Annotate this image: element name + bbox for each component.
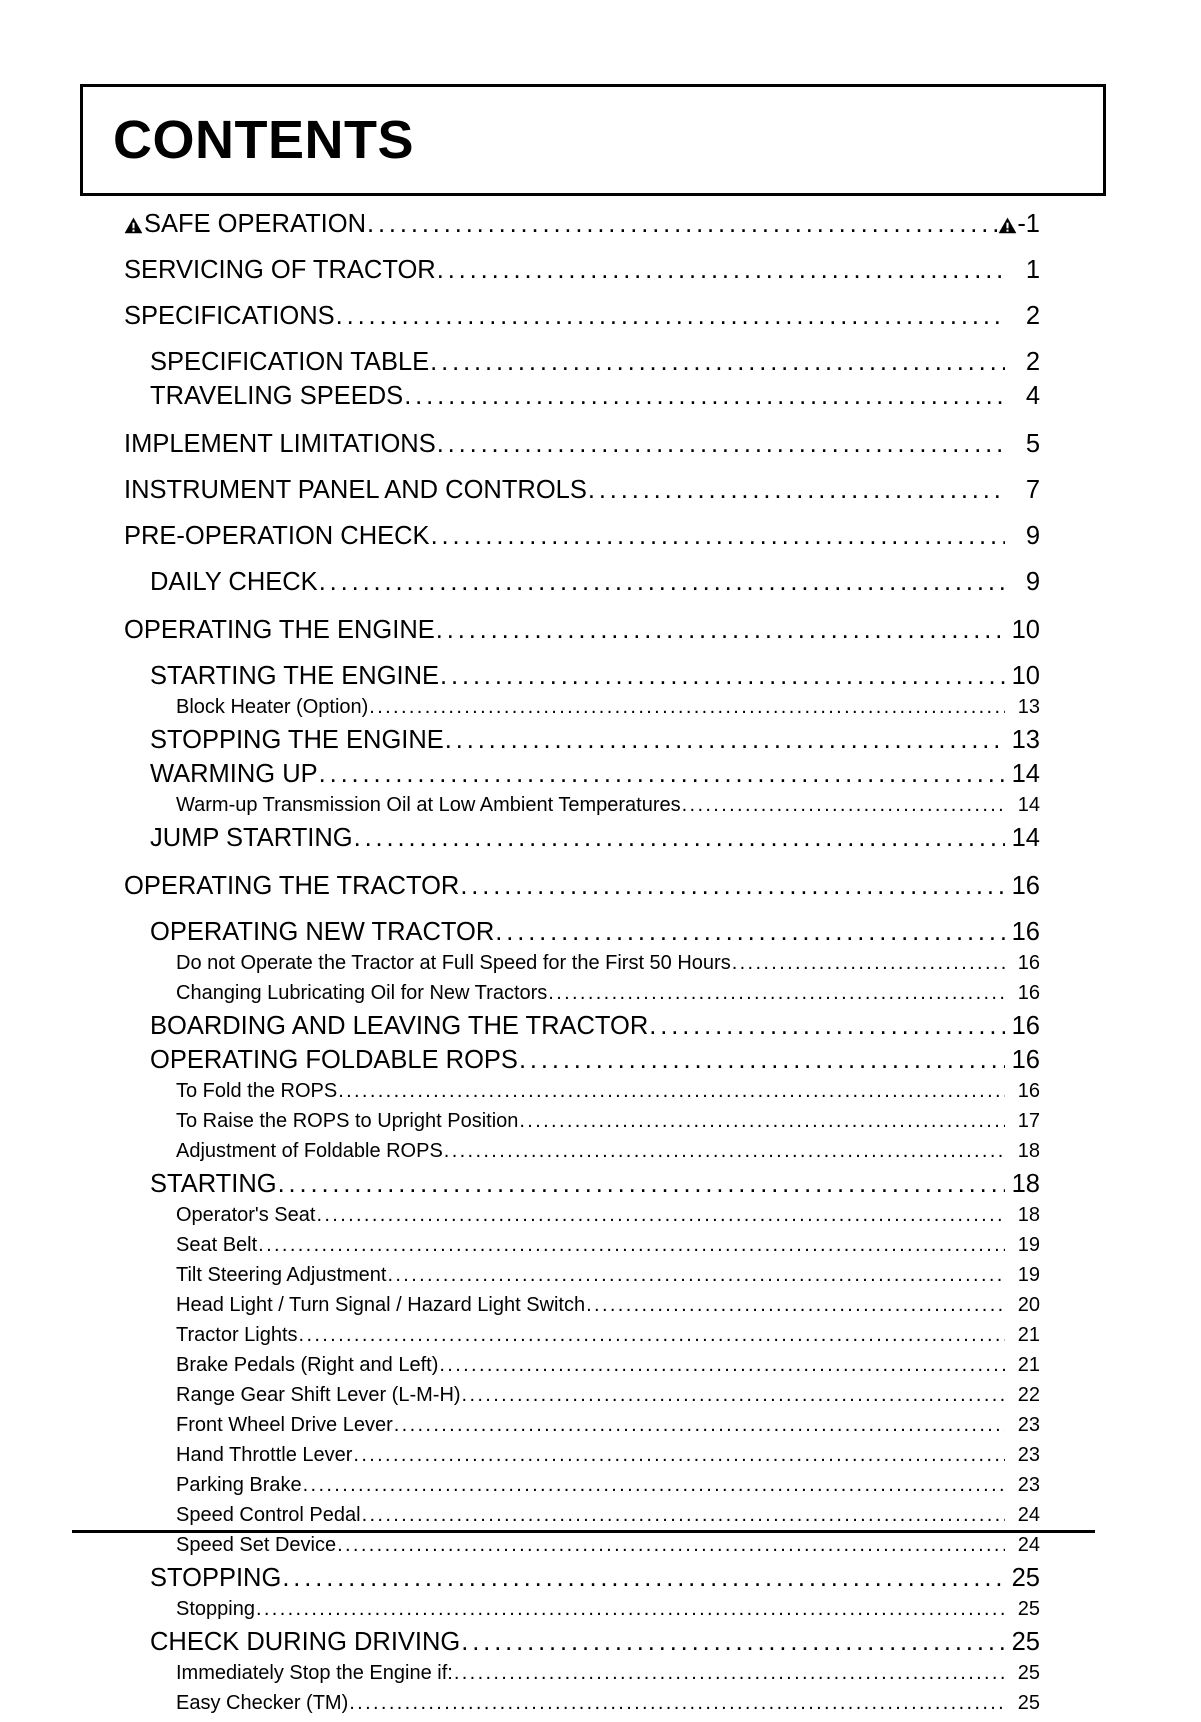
toc-entry[interactable] <box>124 302 1040 348</box>
toc-entry-label: STOPPING <box>150 1564 282 1592</box>
toc-page-number: 18 <box>1011 1170 1040 1198</box>
toc-entry-label: TRAVELING SPEEDS <box>150 382 404 410</box>
toc-entry-label: Tilt Steering Adjustment <box>176 1264 387 1286</box>
toc-entry[interactable] <box>124 1294 1040 1324</box>
toc-entry[interactable] <box>124 1204 1040 1234</box>
toc-entry[interactable] <box>124 1046 1040 1080</box>
toc-entry[interactable] <box>124 1080 1040 1110</box>
toc-entry-label: OPERATING FOLDABLE ROPS <box>150 1046 518 1074</box>
toc-leader-dots <box>387 1264 1005 1287</box>
toc-leader-dots <box>440 662 1005 691</box>
toc-leader-dots <box>256 1598 1005 1621</box>
toc-entry-label: Operator's Seat <box>176 1204 316 1226</box>
toc-leader-dots <box>519 1046 1005 1075</box>
toc-leader-dots <box>394 1414 1005 1437</box>
toc-page-number: 19 <box>1017 1234 1040 1256</box>
toc-entry-label: Warm-up Transmission Oil at Low Ambient Temperatures <box>176 794 681 816</box>
toc-page-number: 16 <box>1017 952 1040 974</box>
toc-entry[interactable] <box>124 1564 1040 1598</box>
toc-entry[interactable] <box>124 1598 1040 1628</box>
toc-entry[interactable] <box>124 568 1040 602</box>
toc-entry[interactable] <box>124 696 1040 726</box>
toc-page-number: 9 <box>1025 568 1040 596</box>
toc-page-number: 13 <box>1017 696 1040 718</box>
toc-page-number: 25 <box>1017 1598 1040 1620</box>
toc-page-number: 16 <box>1011 1046 1040 1074</box>
toc-entry-label: Tractor Lights <box>176 1324 298 1346</box>
toc-leader-dots <box>319 760 1005 789</box>
toc-page-number: 19 <box>1017 1264 1040 1286</box>
toc-entry[interactable] <box>124 1474 1040 1504</box>
toc-entry[interactable] <box>124 1324 1040 1354</box>
toc-entry[interactable] <box>124 476 1040 522</box>
toc-leader-dots <box>367 210 997 239</box>
toc-page-number: 24 <box>1017 1504 1040 1526</box>
toc-entry-label: Adjustment of Foldable ROPS <box>176 1140 443 1162</box>
toc-leader-dots <box>732 952 1005 975</box>
toc-page-number: 23 <box>1017 1474 1040 1496</box>
toc-entry[interactable] <box>124 1354 1040 1384</box>
toc-entry[interactable] <box>124 1110 1040 1140</box>
toc-entry[interactable] <box>124 982 1040 1012</box>
toc-leader-dots <box>439 1354 1005 1377</box>
toc-entry-label: Range Gear Shift Lever (L-M-H) <box>176 1384 461 1406</box>
toc-page-number: 2 <box>1025 348 1040 376</box>
toc-page-number: 23 <box>1017 1444 1040 1466</box>
toc-entry[interactable] <box>124 662 1040 696</box>
toc-entry[interactable] <box>124 872 1040 918</box>
toc-page-number: 16 <box>1017 1080 1040 1102</box>
toc-leader-dots <box>682 794 1005 817</box>
toc-entry-label: Stopping <box>176 1598 255 1620</box>
toc-page-number: 14 <box>1017 794 1040 816</box>
warning-triangle-icon <box>998 217 1017 234</box>
toc-leader-dots <box>436 616 1005 645</box>
toc-entry-label: OPERATING THE TRACTOR <box>124 872 460 900</box>
toc-entry-label: Seat Belt <box>176 1234 258 1256</box>
toc-page-number: 21 <box>1017 1354 1040 1376</box>
toc-entry-label: Do not Operate the Tractor at Full Speed for the First 50 Hours <box>176 952 731 974</box>
toc-page-number: 16 <box>1011 1012 1040 1040</box>
toc-entry-label: SERVICING OF TRACTOR <box>124 256 436 284</box>
toc-entry-label: Front Wheel Drive Lever <box>176 1414 393 1436</box>
toc-page-number: 18 <box>1017 1140 1040 1162</box>
toc-entry-text: SAFE OPERATION <box>144 210 366 238</box>
toc-entry-label: Speed Set Device <box>176 1534 337 1556</box>
toc-entry[interactable] <box>124 1384 1040 1414</box>
toc-entry[interactable] <box>124 210 1040 256</box>
toc-entry[interactable] <box>124 1444 1040 1474</box>
toc-entry[interactable] <box>124 794 1040 824</box>
toc-entry-label: SPECIFICATIONS <box>124 302 335 330</box>
toc-page-number: 16 <box>1017 982 1040 1004</box>
table-of-contents <box>0 210 1201 1722</box>
toc-leader-dots <box>319 568 1005 597</box>
toc-entry-label <box>124 210 366 239</box>
toc-entry[interactable] <box>124 256 1040 302</box>
toc-leader-dots <box>258 1234 1005 1257</box>
toc-entry[interactable] <box>124 348 1040 382</box>
toc-page-number: 25 <box>1011 1628 1040 1656</box>
contents-title-box <box>80 84 1106 196</box>
toc-entry-label: To Fold the ROPS <box>176 1080 338 1102</box>
toc-page-number: 10 <box>1011 616 1040 644</box>
toc-entry-label: Head Light / Turn Signal / Hazard Light Switch <box>176 1294 586 1316</box>
toc-leader-dots <box>588 476 1005 505</box>
toc-entry-label: BOARDING AND LEAVING THE TRACTOR <box>150 1012 649 1040</box>
toc-entry[interactable] <box>124 1264 1040 1294</box>
toc-leader-dots <box>362 1504 1005 1527</box>
toc-entry[interactable] <box>124 726 1040 760</box>
toc-page-number <box>998 210 1040 239</box>
toc-entry[interactable] <box>124 616 1040 662</box>
toc-page-number: 7 <box>1025 476 1040 504</box>
toc-entry-label: SPECIFICATION TABLE <box>150 348 430 376</box>
toc-leader-dots <box>586 1294 1005 1317</box>
toc-page-number: 17 <box>1017 1110 1040 1132</box>
toc-leader-dots <box>354 824 1005 853</box>
toc-entry[interactable] <box>124 1662 1040 1692</box>
toc-entry-label: WARMING UP <box>150 760 318 788</box>
toc-page-number: 23 <box>1017 1414 1040 1436</box>
toc-entry-label: STARTING <box>150 1170 277 1198</box>
toc-entry-label: INSTRUMENT PANEL AND CONTROLS <box>124 476 587 504</box>
toc-leader-dots <box>349 1692 1005 1715</box>
toc-leader-dots <box>461 1628 1005 1657</box>
toc-leader-dots <box>278 1170 1005 1199</box>
toc-leader-dots <box>437 430 1005 459</box>
warning-triangle-icon <box>124 217 143 234</box>
toc-page-number: 14 <box>1011 824 1040 852</box>
toc-entry-label: JUMP STARTING <box>150 824 353 852</box>
toc-leader-dots <box>337 1534 1005 1557</box>
toc-leader-dots <box>303 1474 1005 1497</box>
toc-entry[interactable] <box>124 918 1040 952</box>
toc-leader-dots <box>338 1080 1005 1103</box>
toc-page-number: 25 <box>1017 1662 1040 1684</box>
toc-entry[interactable] <box>124 1628 1040 1662</box>
toc-entry[interactable] <box>124 1170 1040 1204</box>
toc-page-number: 25 <box>1017 1692 1040 1714</box>
toc-page-number: 21 <box>1017 1324 1040 1346</box>
toc-entry[interactable] <box>124 522 1040 568</box>
toc-entry[interactable] <box>124 824 1040 858</box>
toc-entry[interactable] <box>124 1140 1040 1170</box>
toc-leader-dots <box>495 918 1005 947</box>
toc-leader-dots <box>460 872 1005 901</box>
toc-page-number: 18 <box>1017 1204 1040 1226</box>
toc-page-number: 9 <box>1025 522 1040 550</box>
page-title: CONTENTS <box>113 110 414 170</box>
toc-page-number: 22 <box>1017 1384 1040 1406</box>
toc-leader-dots <box>299 1324 1005 1347</box>
toc-page-number: 25 <box>1011 1564 1040 1592</box>
toc-page-number: 14 <box>1011 760 1040 788</box>
footer-divider <box>72 1530 1095 1533</box>
toc-leader-dots <box>454 1662 1005 1685</box>
toc-entry-label: STARTING THE ENGINE <box>150 662 440 690</box>
toc-leader-dots <box>404 382 1005 411</box>
toc-leader-dots <box>462 1384 1005 1407</box>
toc-leader-dots <box>336 302 1005 331</box>
toc-page-number: 24 <box>1017 1534 1040 1556</box>
toc-entry[interactable] <box>124 1012 1040 1046</box>
toc-leader-dots <box>519 1110 1005 1133</box>
toc-entry-label: STOPPING THE ENGINE <box>150 726 444 754</box>
toc-page-number: 2 <box>1025 302 1040 330</box>
toc-entry-label: Easy Checker (TM) <box>176 1692 349 1714</box>
toc-page-number: 16 <box>1011 872 1040 900</box>
toc-entry[interactable] <box>124 430 1040 476</box>
toc-entry[interactable] <box>124 1534 1040 1564</box>
toc-entry-label: Hand Throttle Lever <box>176 1444 353 1466</box>
toc-entry-label: OPERATING THE ENGINE <box>124 616 435 644</box>
toc-page-number: 5 <box>1025 430 1040 458</box>
toc-leader-dots <box>353 1444 1005 1467</box>
toc-page-number: 4 <box>1025 382 1040 410</box>
toc-entry-label: CHECK DURING DRIVING <box>150 1628 461 1656</box>
toc-leader-dots <box>548 982 1005 1005</box>
toc-entry-label: Parking Brake <box>176 1474 302 1496</box>
toc-leader-dots <box>431 522 1005 551</box>
toc-page-number: 13 <box>1011 726 1040 754</box>
toc-leader-dots <box>445 726 1005 755</box>
toc-entry-label: Immediately Stop the Engine if: <box>176 1662 453 1684</box>
toc-entry-label: Block Heater (Option) <box>176 696 369 718</box>
toc-page-number: 16 <box>1011 918 1040 946</box>
toc-leader-dots <box>444 1140 1005 1163</box>
toc-entry[interactable] <box>124 1692 1040 1722</box>
toc-entry-label: Changing Lubricating Oil for New Tractors <box>176 982 548 1004</box>
toc-leader-dots <box>649 1012 1005 1041</box>
toc-entry[interactable] <box>124 760 1040 794</box>
toc-leader-dots <box>282 1564 1005 1593</box>
toc-page-number: 20 <box>1017 1294 1040 1316</box>
toc-entry[interactable] <box>124 1234 1040 1264</box>
toc-entry[interactable] <box>124 382 1040 416</box>
toc-entry[interactable] <box>124 1414 1040 1444</box>
toc-entry-label: IMPLEMENT LIMITATIONS <box>124 430 436 458</box>
toc-leader-dots <box>437 256 1005 285</box>
toc-page-number: 1 <box>1025 256 1040 284</box>
toc-page-number: 10 <box>1011 662 1040 690</box>
toc-entry-label: PRE-OPERATION CHECK <box>124 522 430 550</box>
toc-entry-label: DAILY CHECK <box>150 568 318 596</box>
toc-entry-label: Speed Control Pedal <box>176 1504 361 1526</box>
toc-leader-dots <box>430 348 1005 377</box>
toc-page-number-text: -1 <box>1017 210 1040 238</box>
toc-entry-label: Brake Pedals (Right and Left) <box>176 1354 439 1376</box>
toc-entry-label: To Raise the ROPS to Upright Position <box>176 1110 519 1132</box>
toc-leader-dots <box>369 696 1005 719</box>
toc-entry[interactable] <box>124 952 1040 982</box>
toc-entry-label: OPERATING NEW TRACTOR <box>150 918 495 946</box>
toc-leader-dots <box>316 1204 1005 1227</box>
